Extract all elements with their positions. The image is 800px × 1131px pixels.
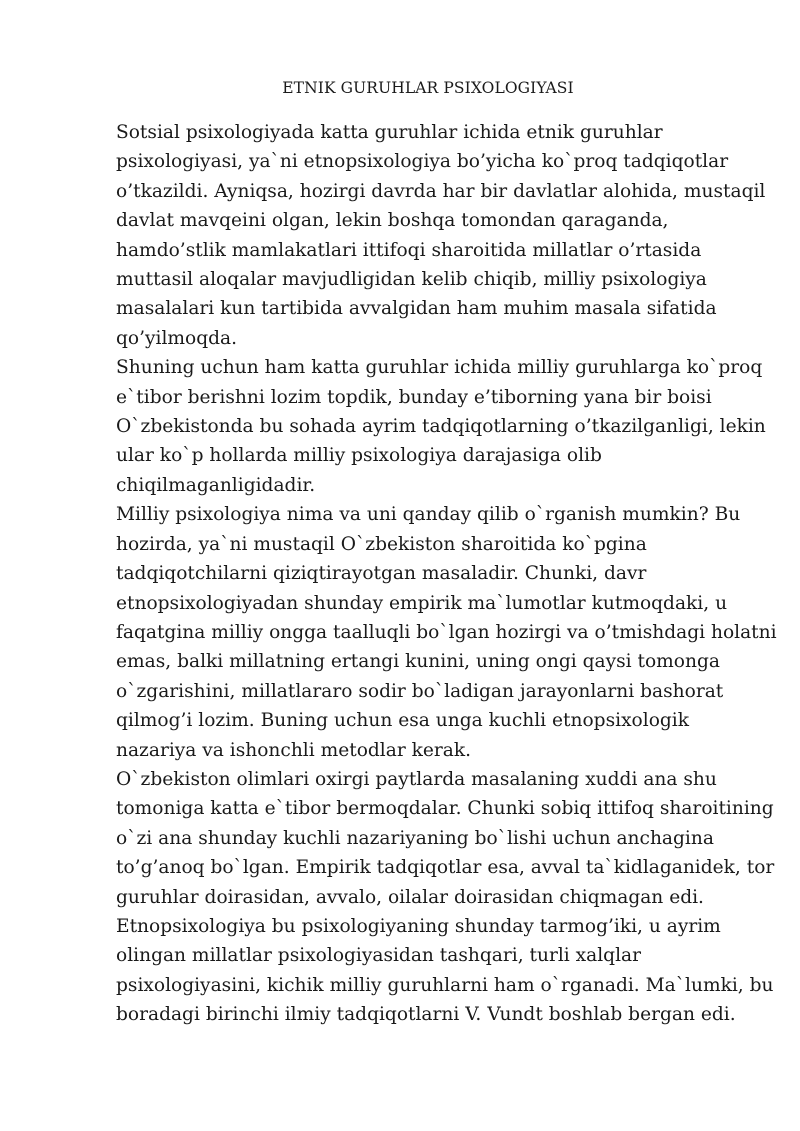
text-line: muttasil aloqalar mavjudligidan kelib chiqib, milliy psixologiya [116,269,707,291]
text-line: etnopsixologiyadan shunday empirik ma`lumotlar kutmoqdaki, u [116,592,728,614]
document-body [116,118,777,1030]
text-line: tomoniga katta e`tibor bermoqdalar. Chunki sobiq ittifoq sharoitining [116,798,774,820]
text-line: o’tkazildi. Ayniqsa, hozirgi davrda har bir davlatlar alohida, mustaqil [116,180,766,202]
text-line: hozirda, ya`ni mustaqil O`zbekiston sharoitida ko`pgina [116,533,647,555]
text-line: Sotsial psixologiyada katta guruhlar ichida etnik guruhlar [116,122,663,143]
text-line: masalalari kun tartibida avvalgidan ham muhim masala sifatida [116,298,717,320]
text-line: emas, balki millatning ertangi kunini, uning ongi qaysi tomonga [116,651,720,673]
text-line: olingan millatlar psixologiyasidan tashqari, turli xalqlar [116,945,642,967]
text-line: o`zgarishini, millatlararo sodir bo`ladigan jarayonlarni bashorat [116,680,724,702]
text-line: Shuning uchun ham katta guruhlar ichida milliy guruhlarga ko`proq [116,357,763,379]
text-line: O`zbekiston olimlari oxirgi paytlarda masalaning xuddi ana shu [116,768,717,790]
text-line: qo’yilmoqda. [116,327,238,349]
text-line: psixologiyasini, kichik milliy guruhlarni ham o`rganadi. Ma`lumki, bu [116,974,774,996]
text-line: ular ko`p hollarda milliy psixologiya darajasiga olib [116,445,602,467]
text-line: nazariya va ishonchli metodlar kerak. [116,739,472,761]
text-line: tadqiqotchilarni qiziqtirayotgan masaladir. Chunki, davr [116,563,647,585]
text-line: o`zi ana shunday kuchli nazariyaning bo`lishi uchun anchagina [116,827,714,849]
text-line: chiqilmaganligidadir. [116,474,316,496]
text-line: O`zbekistonda bu sohada ayrim tadqiqotlarning o’tkazilganligi, lekin [116,416,766,438]
text-line: guruhlar doirasidan, avvalo, oilalar doirasidan chiqmagan edi. [116,886,704,908]
text-line: e`tibor berishni lozim topdik, bunday e’tiborning yana bir boisi [116,386,712,408]
text-line: psixologiyasi, ya`ni etnopsixologiya bo’yicha ko`proq tadqiqotlar [116,151,729,173]
text-line: boradagi birinchi ilmiy tadqiqotlarni V. Vundt boshlab bergan edi. [116,1004,736,1026]
text-line: Etnopsixologiya bu psixologiyaning shunday tarmog’iki, u ayrim [116,915,721,937]
document-title: ETNIK GURUHLAR PSIXOLOGIYASI [282,79,574,97]
text-line: hamdo’stlik mamlakatlari ittifoqi sharoitida millatlar o’rtasida [116,239,702,261]
text-line: davlat mavqeini olgan, lekin boshqa tomondan qaraganda, [116,210,669,232]
text-line: Milliy psixologiya nima va uni qanday qilib o`rganish mumkin? Bu [116,504,741,526]
text-line: to’g’anoq bo`lgan. Empirik tadqiqotlar esa, avval ta`kidlaganidek, tor [116,857,775,879]
text-line: faqatgina milliy ongga taalluqli bo`lgan hozirgi va o’tmishdagi holatni [116,621,777,643]
text-line: qilmog’i lozim. Buning uchun esa unga kuchli etnopsixologik [116,710,690,732]
